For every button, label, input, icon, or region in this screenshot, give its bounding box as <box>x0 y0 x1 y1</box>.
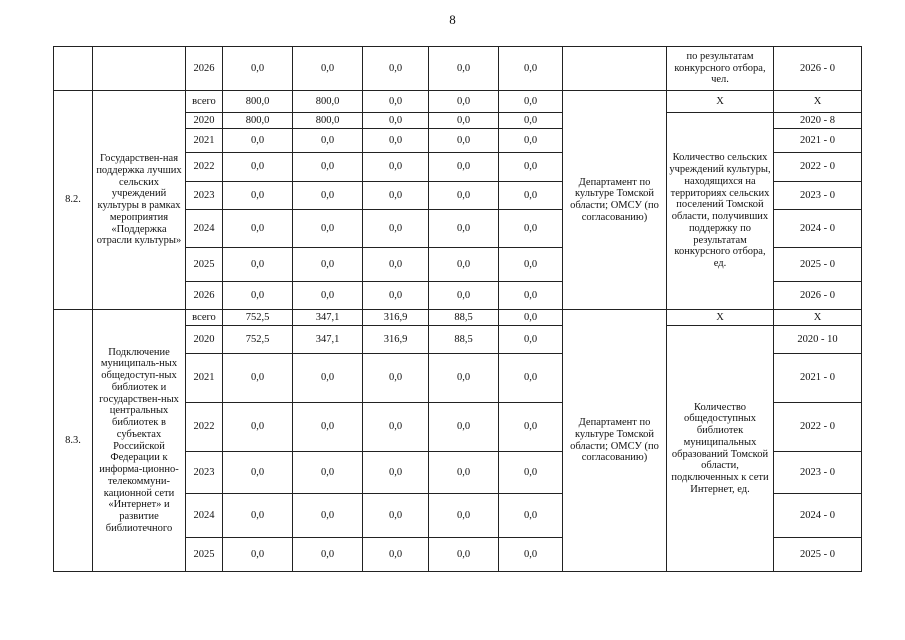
value-cell: 752,5 <box>223 310 293 326</box>
value-cell: 0,0 <box>499 210 563 248</box>
value-cell: 0,0 <box>223 129 293 153</box>
year-cell: 2020 <box>186 326 223 354</box>
item-number: 8.3. <box>54 310 93 572</box>
value-cell: 0,0 <box>429 282 499 310</box>
value-cell: 0,0 <box>429 113 499 129</box>
indicator-x: Х <box>667 310 774 326</box>
year-cell: 2026 <box>186 47 223 91</box>
value-cell: 0,0 <box>293 354 363 403</box>
value-cell: 0,0 <box>429 91 499 113</box>
value-cell: 0,0 <box>499 282 563 310</box>
target-cell: 2020 - 10 <box>774 326 862 354</box>
target-cell: 2025 - 0 <box>774 248 862 282</box>
value-cell: 0,0 <box>363 538 429 572</box>
value-cell: 0,0 <box>223 210 293 248</box>
value-cell: 0,0 <box>223 538 293 572</box>
value-cell: 0,0 <box>293 153 363 182</box>
value-cell: 0,0 <box>293 494 363 538</box>
target-x: Х <box>774 91 862 113</box>
value-cell: 0,0 <box>363 129 429 153</box>
value-cell: 0,0 <box>223 354 293 403</box>
target-cell: 2020 - 8 <box>774 113 862 129</box>
target-cell: 2021 - 0 <box>774 354 862 403</box>
year-cell: 2021 <box>186 354 223 403</box>
value-cell: 800,0 <box>223 113 293 129</box>
value-cell: 0,0 <box>363 248 429 282</box>
value-cell: 0,0 <box>363 113 429 129</box>
name-cell <box>93 47 186 91</box>
year-cell: 2023 <box>186 452 223 494</box>
target-cell: 2026 - 0 <box>774 282 862 310</box>
value-cell: 0,0 <box>499 452 563 494</box>
value-cell: 800,0 <box>293 91 363 113</box>
target-cell: 2023 - 0 <box>774 452 862 494</box>
table-row <box>54 47 862 91</box>
year-cell: 2025 <box>186 248 223 282</box>
dept-cell <box>563 47 667 91</box>
value-cell: 0,0 <box>429 153 499 182</box>
value-cell: 0,0 <box>293 452 363 494</box>
value-cell: 0,0 <box>499 310 563 326</box>
value-cell: 0,0 <box>499 182 563 210</box>
value-cell: 0,0 <box>499 153 563 182</box>
value-cell: 0,0 <box>363 282 429 310</box>
year-cell: 2024 <box>186 210 223 248</box>
value-cell: 0,0 <box>293 538 363 572</box>
year-cell: 2024 <box>186 494 223 538</box>
value-cell: 0,0 <box>429 452 499 494</box>
value-cell: 0,0 <box>499 403 563 452</box>
value-cell: 0,0 <box>363 210 429 248</box>
target-cell: 2025 - 0 <box>774 538 862 572</box>
value-cell: 0,0 <box>499 326 563 354</box>
value-cell: 0,0 <box>429 47 499 91</box>
item-number: 8.2. <box>54 91 93 310</box>
value-cell: 0,0 <box>363 153 429 182</box>
value-cell: 347,1 <box>293 310 363 326</box>
value-cell: 800,0 <box>223 91 293 113</box>
value-cell: 0,0 <box>429 182 499 210</box>
value-cell: 88,5 <box>429 310 499 326</box>
indicator-x: Х <box>667 91 774 113</box>
table-row <box>54 310 862 326</box>
value-cell: 88,5 <box>429 326 499 354</box>
year-cell: 2026 <box>186 282 223 310</box>
value-cell: 0,0 <box>363 354 429 403</box>
target-cell: 2021 - 0 <box>774 129 862 153</box>
value-cell: 0,0 <box>293 403 363 452</box>
department-cell: Департамент по культуре Томской области; ОМСУ (по согласованию) <box>563 91 667 310</box>
value-cell: 0,0 <box>223 47 293 91</box>
value-cell: 0,0 <box>429 538 499 572</box>
value-cell: 0,0 <box>363 47 429 91</box>
value-cell: 0,0 <box>363 182 429 210</box>
target-cell: 2022 - 0 <box>774 403 862 452</box>
program-table <box>53 46 862 572</box>
year-cell: всего <box>186 91 223 113</box>
year-cell: 2022 <box>186 403 223 452</box>
value-cell: 0,0 <box>429 354 499 403</box>
item-name: Подключение муниципаль-ных общедоступ-ных библиотек и государствен-ных центральных библиотек в субъектах Российской Федерации к информа-ционно-телекоммуни-кационной сети «Интернет» и развитие библиотечного <box>93 310 186 572</box>
year-cell: 2025 <box>186 538 223 572</box>
target-cell: 2024 - 0 <box>774 494 862 538</box>
year-cell: 2021 <box>186 129 223 153</box>
value-cell: 0,0 <box>293 248 363 282</box>
value-cell: 0,0 <box>293 129 363 153</box>
page-number: 8 <box>449 12 456 27</box>
value-cell: 0,0 <box>429 210 499 248</box>
value-cell: 0,0 <box>499 91 563 113</box>
indicator-cell: по результатам конкурсного отбора, чел. <box>667 47 774 91</box>
value-cell: 316,9 <box>363 310 429 326</box>
year-cell: 2022 <box>186 153 223 182</box>
value-cell: 0,0 <box>499 354 563 403</box>
value-cell: 0,0 <box>429 129 499 153</box>
value-cell: 800,0 <box>293 113 363 129</box>
indicator-cell: Количество общедоступных библиотек муниципальных образований Томской области, подключенных к сети Интернет, ед. <box>667 326 774 572</box>
value-cell: 0,0 <box>293 210 363 248</box>
target-x: Х <box>774 310 862 326</box>
indicator-cell: Количество сельских учреждений культуры, находящихся на территориях сельских поселений Томской области, получивших поддержку по результатам конкурсного отбора, ед. <box>667 113 774 310</box>
value-cell: 0,0 <box>363 452 429 494</box>
target-cell: 2026 - 0 <box>774 47 862 91</box>
value-cell: 0,0 <box>223 248 293 282</box>
value-cell: 752,5 <box>223 326 293 354</box>
table-row <box>54 91 862 113</box>
target-cell: 2022 - 0 <box>774 153 862 182</box>
target-cell: 2024 - 0 <box>774 210 862 248</box>
value-cell: 0,0 <box>429 494 499 538</box>
value-cell: 0,0 <box>363 494 429 538</box>
value-cell: 0,0 <box>223 494 293 538</box>
item-name: Государствен-ная поддержка лучших сельских учреждений культуры в рамках мероприятия «Поддержка отрасли культуры» <box>93 91 186 310</box>
value-cell: 0,0 <box>223 403 293 452</box>
year-cell: всего <box>186 310 223 326</box>
year-cell: 2023 <box>186 182 223 210</box>
value-cell: 0,0 <box>499 47 563 91</box>
target-cell: 2023 - 0 <box>774 182 862 210</box>
department-cell: Департамент по культуре Томской области; ОМСУ (по согласованию) <box>563 310 667 572</box>
value-cell: 0,0 <box>499 494 563 538</box>
value-cell: 0,0 <box>429 248 499 282</box>
value-cell: 0,0 <box>363 91 429 113</box>
value-cell: 0,0 <box>499 538 563 572</box>
value-cell: 316,9 <box>363 326 429 354</box>
value-cell: 0,0 <box>363 403 429 452</box>
value-cell: 0,0 <box>429 403 499 452</box>
num-cell <box>54 47 93 91</box>
year-cell: 2020 <box>186 113 223 129</box>
value-cell: 0,0 <box>223 452 293 494</box>
value-cell: 347,1 <box>293 326 363 354</box>
value-cell: 0,0 <box>499 113 563 129</box>
value-cell: 0,0 <box>499 248 563 282</box>
value-cell: 0,0 <box>293 282 363 310</box>
value-cell: 0,0 <box>223 182 293 210</box>
value-cell: 0,0 <box>293 182 363 210</box>
value-cell: 0,0 <box>223 282 293 310</box>
value-cell: 0,0 <box>499 129 563 153</box>
value-cell: 0,0 <box>293 47 363 91</box>
value-cell: 0,0 <box>223 153 293 182</box>
